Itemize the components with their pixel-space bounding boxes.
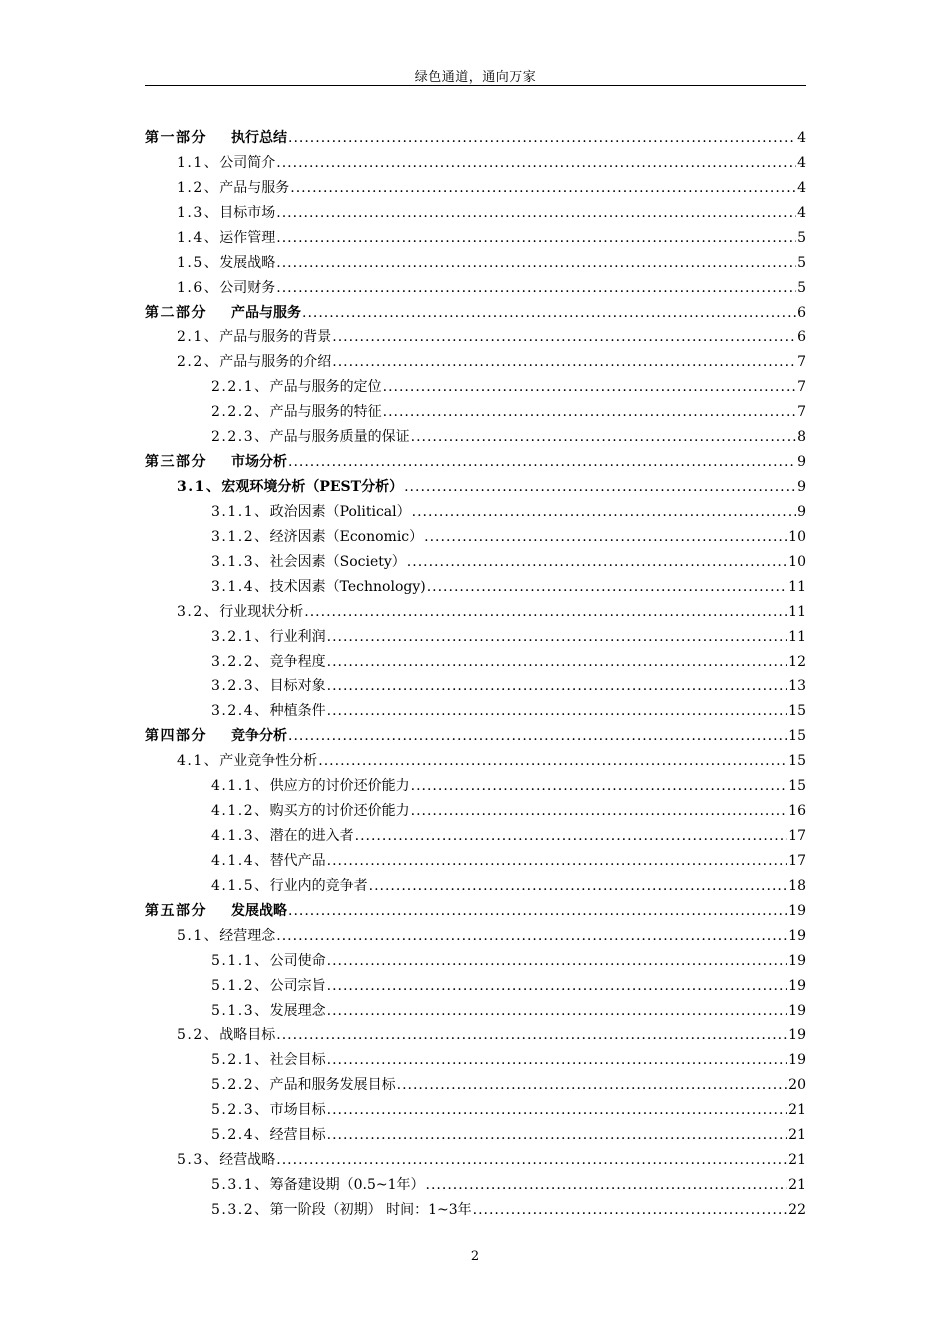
toc-entry-label [211, 876, 368, 896]
toc-entry[interactable] [211, 701, 806, 721]
toc-entry[interactable] [211, 1050, 806, 1070]
toc-entry-number: 3.1.1、 [211, 504, 270, 520]
toc-entry-number: 1.6、 [177, 280, 220, 296]
toc-entry[interactable] [211, 801, 806, 821]
toc-entry-page: 11 [788, 604, 806, 620]
toc-entry-label [177, 278, 275, 298]
toc-entry-title: 战略目标 [219, 1027, 276, 1043]
toc-entry-title: 潜在的进入者 [269, 828, 354, 844]
toc-entry[interactable] [211, 776, 806, 796]
toc-entry-label [211, 1200, 472, 1220]
toc-entry-page: 4 [797, 205, 806, 221]
toc-entry-leader-dots [276, 203, 796, 223]
toc-entry-label [177, 352, 331, 372]
toc-entry-page: 11 [788, 579, 806, 595]
toc-entry-title: 产品与服务的背景 [219, 329, 332, 345]
toc-entry[interactable] [211, 876, 806, 896]
toc-entry-title: 市场分析 [231, 454, 287, 470]
toc-entry-label [145, 901, 287, 921]
toc-entry-page: 5 [797, 255, 806, 271]
toc-entry-page: 15 [788, 778, 806, 794]
toc-entry-page: 12 [788, 654, 806, 670]
toc-entry-page: 19 [788, 1003, 806, 1019]
toc-entry-title: 经营战略 [219, 1152, 276, 1168]
toc-entry-page: 7 [797, 379, 806, 395]
toc-entry-leader-dots [318, 751, 787, 771]
toc-entry-title: 产品与服务的定位 [269, 379, 382, 395]
toc-entry-number: 2.1、 [177, 329, 220, 345]
toc-entry-title: 社会目标 [269, 1052, 326, 1068]
toc-entry-page: 17 [788, 828, 806, 844]
page-header-title: 绿色通道，通向万家 [414, 70, 537, 85]
toc-entry-label [211, 652, 326, 672]
toc-entry-label [177, 327, 331, 347]
toc-entry-number: 5.2.3、 [211, 1102, 270, 1118]
toc-entry-label [177, 1150, 275, 1170]
toc-entry-label [211, 1100, 326, 1120]
toc-entry-leader-dots [290, 178, 796, 198]
toc-entry-title: 购买方的讨价还价能力 [269, 803, 410, 819]
toc-entry-page: 19 [788, 903, 806, 919]
toc-entry-label [211, 1175, 425, 1195]
toc-entry-page: 21 [788, 1127, 806, 1143]
toc-entry-title: 第一阶段（初期） 时间：1~3年 [269, 1202, 472, 1218]
toc-entry-title: 竞争分析 [231, 728, 287, 744]
toc-entry-label [177, 153, 275, 173]
toc-entry-title: 替代产品 [269, 853, 326, 869]
toc-entry-label [177, 477, 403, 497]
toc-entry-leader-dots [397, 1075, 788, 1095]
page-number: 2 [470, 1249, 480, 1264]
toc-entry[interactable] [211, 377, 806, 397]
toc-entry-leader-dots [288, 726, 787, 746]
toc-entry[interactable] [145, 128, 806, 148]
toc-entry-leader-dots [327, 1001, 788, 1021]
toc-entry[interactable] [145, 726, 806, 746]
toc-entry-label [211, 402, 382, 422]
toc-entry-title: 公司财务 [219, 280, 276, 296]
toc-entry[interactable] [177, 278, 806, 298]
toc-entry-title: 产品与服务质量的保证 [269, 429, 410, 445]
toc-entry-title: 经营目标 [269, 1127, 326, 1143]
toc-entry-number: 1.4、 [177, 230, 220, 246]
toc-entry-title: 运作管理 [219, 230, 276, 246]
toc-entry-leader-dots [304, 602, 787, 622]
toc-entry-leader-dots [355, 826, 788, 846]
toc-entry[interactable] [211, 427, 806, 447]
toc-entry-label [211, 801, 410, 821]
toc-entry-title: 产品和服务发展目标 [269, 1077, 396, 1093]
toc-entry-leader-dots [288, 452, 796, 472]
toc-entry-leader-dots [411, 776, 788, 796]
toc-entry-page: 15 [788, 753, 806, 769]
toc-entry-label [177, 228, 275, 248]
toc-entry[interactable] [211, 1175, 806, 1195]
toc-entry[interactable] [177, 228, 806, 248]
toc-entry-title: 公司宗旨 [269, 978, 326, 994]
toc-entry-page: 15 [788, 728, 806, 744]
toc-entry-leader-dots [327, 676, 788, 696]
toc-entry-label [211, 701, 326, 721]
toc-entry[interactable] [145, 452, 806, 472]
toc-entry-label [177, 1025, 275, 1045]
toc-entry[interactable] [211, 1200, 806, 1220]
toc-entry-label [211, 676, 326, 696]
toc-entry-label [211, 552, 406, 572]
toc-entry-number: 5.3、 [177, 1152, 220, 1168]
toc-entry-page: 19 [788, 978, 806, 994]
toc-entry-number: 5.3.2、 [211, 1202, 270, 1218]
toc-entry-title: 发展理念 [269, 1003, 326, 1019]
toc-entry[interactable] [177, 327, 806, 347]
toc-entry-leader-dots [426, 1175, 788, 1195]
toc-entry-title: 种植条件 [269, 703, 326, 719]
toc-entry[interactable] [211, 676, 806, 696]
toc-entry-page: 13 [788, 678, 806, 694]
toc-entry-leader-dots [276, 1025, 787, 1045]
toc-entry-page: 6 [797, 305, 806, 321]
toc-entry-number: 4.1.4、 [211, 853, 270, 869]
toc-entry[interactable] [145, 901, 806, 921]
toc-entry-label [211, 427, 410, 447]
toc-entry-leader-dots [424, 527, 787, 547]
toc-entry-number: 5.1、 [177, 928, 220, 944]
toc-entry-label [177, 178, 289, 198]
toc-entry-label [211, 976, 326, 996]
toc-entry-leader-dots [412, 502, 796, 522]
toc-entry[interactable] [211, 951, 806, 971]
toc-entry-number: 第三部分 [145, 454, 207, 470]
toc-entry[interactable] [177, 1150, 806, 1170]
toc-entry-title: 行业利润 [269, 629, 326, 645]
toc-entry-label [211, 502, 411, 522]
toc-entry-label [145, 726, 287, 746]
toc-entry-number: 3.1.4、 [211, 579, 270, 595]
toc-entry-number: 第二部分 [145, 305, 207, 321]
toc-entry-number: 1.1、 [177, 155, 220, 171]
toc-entry[interactable] [177, 926, 806, 946]
toc-entry-leader-dots [407, 552, 787, 572]
toc-entry-title: 经济因素（Economic） [269, 529, 424, 545]
toc-entry-leader-dots [369, 876, 788, 896]
toc-entry-title: 行业现状分析 [219, 604, 304, 620]
toc-entry-number: 2.2.2、 [211, 404, 270, 420]
toc-entry-number: 3.2.1、 [211, 629, 270, 645]
toc-entry[interactable] [177, 253, 806, 273]
toc-entry[interactable] [211, 851, 806, 871]
toc-entry-page: 4 [797, 180, 806, 196]
toc-entry-number: 3.2.4、 [211, 703, 270, 719]
toc-entry-label [177, 602, 303, 622]
toc-entry-number: 2.2.3、 [211, 429, 270, 445]
toc-entry-number: 5.1.1、 [211, 953, 270, 969]
header-rule [145, 85, 806, 86]
toc-entry-title: 产品与服务的介绍 [219, 354, 332, 370]
toc-entry[interactable] [211, 402, 806, 422]
toc-entry[interactable] [211, 527, 806, 547]
toc-entry-title: 经营理念 [219, 928, 276, 944]
toc-entry-page: 22 [788, 1202, 806, 1218]
toc-entry-number: 5.2.4、 [211, 1127, 270, 1143]
toc-entry-title: 公司简介 [219, 155, 276, 171]
toc-entry-page: 19 [788, 953, 806, 969]
toc-entry[interactable] [211, 826, 806, 846]
toc-entry-leader-dots [276, 278, 796, 298]
toc-entry-page: 6 [797, 329, 806, 345]
toc-entry-leader-dots [288, 901, 787, 921]
toc-entry-leader-dots [288, 128, 796, 148]
toc-entry-title: 产品与服务 [219, 180, 290, 196]
toc-entry-page: 7 [797, 354, 806, 370]
toc-entry-leader-dots [327, 976, 788, 996]
toc-entry-page: 4 [797, 130, 806, 146]
toc-entry-number: 5.1.2、 [211, 978, 270, 994]
toc-entry-page: 18 [788, 878, 806, 894]
toc-entry-leader-dots [327, 701, 788, 721]
toc-entry-leader-dots [383, 402, 796, 422]
toc-entry[interactable] [177, 352, 806, 372]
toc-entry-page: 19 [788, 928, 806, 944]
toc-entry-leader-dots [332, 327, 796, 347]
toc-entry[interactable] [177, 602, 806, 622]
toc-entry-title: 发展战略 [219, 255, 276, 271]
toc-entry-page: 15 [788, 703, 806, 719]
toc-entry[interactable] [211, 1100, 806, 1120]
toc-entry-leader-dots [276, 228, 796, 248]
toc-entry-leader-dots [332, 352, 796, 372]
toc-entry-title: 产业竞争性分析 [219, 753, 318, 769]
toc-entry-number: 第一部分 [145, 130, 207, 146]
toc-entry-number: 3.2.3、 [211, 678, 270, 694]
toc-entry-number: 3.1.3、 [211, 554, 270, 570]
toc-entry-number: 3.1.2、 [211, 529, 270, 545]
toc-entry-leader-dots [327, 951, 788, 971]
toc-entry-label [145, 303, 301, 323]
toc-entry-title: 产品与服务 [231, 305, 301, 321]
toc-entry-label [211, 851, 326, 871]
toc-entry[interactable] [177, 203, 806, 223]
toc-entry-page: 10 [788, 529, 806, 545]
toc-entry-number: 4.1.5、 [211, 878, 270, 894]
toc-entry[interactable] [211, 502, 806, 522]
toc-entry-label [211, 1050, 326, 1070]
toc-entry-title: 政治因素（Political） [269, 504, 411, 520]
toc-entry-number: 4.1.1、 [211, 778, 270, 794]
toc-entry-title: 筹备建设期（0.5~1年） [269, 1177, 425, 1193]
toc-entry-number: 5.3.1、 [211, 1177, 270, 1193]
toc-entry-label [177, 926, 275, 946]
toc-entry-title: 市场目标 [269, 1102, 326, 1118]
toc-entry-title: 目标市场 [219, 205, 276, 221]
toc-entry-leader-dots [276, 1150, 787, 1170]
toc-entry-page: 5 [797, 280, 806, 296]
toc-entry-leader-dots [427, 577, 787, 597]
toc-entry-page: 21 [788, 1102, 806, 1118]
toc-entry-page: 19 [788, 1052, 806, 1068]
toc-entry-label [211, 1001, 326, 1021]
toc-entry[interactable] [145, 303, 806, 323]
toc-entry-number: 4.1.3、 [211, 828, 270, 844]
toc-entry-title: 执行总结 [231, 130, 287, 146]
toc-entry[interactable] [177, 1025, 806, 1045]
toc-entry-page: 19 [788, 1027, 806, 1043]
toc-entry-number: 1.2、 [177, 180, 220, 196]
toc-entry[interactable] [177, 751, 806, 771]
toc-entry[interactable] [211, 1125, 806, 1145]
toc-entry-number: 第五部分 [145, 903, 207, 919]
toc-entry-title: 社会因素（Society） [269, 554, 406, 570]
toc-entry-label [211, 1075, 396, 1095]
toc-entry-title: 技术因素（Technology) [269, 579, 426, 595]
toc-entry-number: 5.2、 [177, 1027, 220, 1043]
toc-entry-page: 4 [797, 155, 806, 171]
toc-entry-page: 9 [797, 504, 806, 520]
toc-entry-leader-dots [276, 926, 787, 946]
toc-entry-number: 5.2.2、 [211, 1077, 270, 1093]
toc-entry-number: 5.1.3、 [211, 1003, 270, 1019]
toc-entry-number: 4.1.2、 [211, 803, 270, 819]
toc-entry[interactable] [211, 627, 806, 647]
toc-entry-leader-dots [276, 253, 796, 273]
toc-entry-leader-dots [411, 801, 788, 821]
toc-entry-number: 2.2.1、 [211, 379, 270, 395]
toc-entry-number: 2.2、 [177, 354, 220, 370]
toc-entry-leader-dots [411, 427, 796, 447]
toc-entry-label [211, 627, 326, 647]
toc-entry-leader-dots [404, 477, 796, 497]
toc-entry-label [211, 527, 423, 547]
toc-entry-number: 3.1、 [177, 479, 222, 495]
toc-entry-title: 供应方的讨价还价能力 [269, 778, 410, 794]
toc-entry-label [145, 128, 287, 148]
toc-entry-page: 20 [788, 1077, 806, 1093]
toc-entry[interactable] [211, 1001, 806, 1021]
toc-entry-page: 17 [788, 853, 806, 869]
toc-entry-label [177, 751, 317, 771]
toc-entry-title: 产品与服务的特征 [269, 404, 382, 420]
toc-entry-page: 21 [788, 1152, 806, 1168]
toc-entry-page: 10 [788, 554, 806, 570]
toc-entry-leader-dots [383, 377, 796, 397]
toc-entry-title: 宏观环境分析（PEST分析） [221, 479, 404, 495]
toc-entry[interactable] [211, 1075, 806, 1095]
toc-entry[interactable] [211, 577, 806, 597]
toc-entry[interactable] [211, 976, 806, 996]
toc-entry[interactable] [177, 477, 806, 497]
toc-entry-number: 4.1、 [177, 753, 220, 769]
toc-entry-number: 第四部分 [145, 728, 207, 744]
toc-entry-leader-dots [276, 153, 796, 173]
toc-entry-number: 1.3、 [177, 205, 220, 221]
toc-entry-title: 公司使命 [269, 953, 326, 969]
toc-entry-page: 7 [797, 404, 806, 420]
toc-entry-title: 行业内的竞争者 [269, 878, 368, 894]
toc-entry[interactable] [177, 178, 806, 198]
toc-entry-page: 9 [797, 479, 806, 495]
toc-entry-number: 5.2.1、 [211, 1052, 270, 1068]
toc-entry-leader-dots [302, 303, 796, 323]
toc-entry-label [177, 203, 275, 223]
toc-entry-label [211, 776, 410, 796]
toc-entry-page: 16 [788, 803, 806, 819]
toc-entry-page: 21 [788, 1177, 806, 1193]
toc-entry-label [211, 826, 354, 846]
toc-entry-page: 11 [788, 629, 806, 645]
toc-entry-page: 8 [797, 429, 806, 445]
toc-entry-label [177, 253, 275, 273]
toc-entry-number: 3.2.2、 [211, 654, 270, 670]
toc-entry[interactable] [211, 552, 806, 572]
toc-entry-label [211, 951, 326, 971]
toc-entry-leader-dots [327, 1100, 788, 1120]
toc-entry-title: 发展战略 [231, 903, 287, 919]
toc-entry-title: 目标对象 [269, 678, 326, 694]
toc-entry[interactable] [177, 153, 806, 173]
toc-entry-page: 9 [797, 454, 806, 470]
toc-entry-leader-dots [327, 851, 788, 871]
toc-entry-label [145, 452, 287, 472]
toc-entry-title: 竞争程度 [269, 654, 326, 670]
toc-entry-label [211, 377, 382, 397]
toc-entry-label [211, 577, 426, 597]
toc-entry-leader-dots [473, 1200, 788, 1220]
toc-entry-label [211, 1125, 326, 1145]
toc-entry-leader-dots [327, 627, 788, 647]
toc-entry-page: 5 [797, 230, 806, 246]
toc-entry-leader-dots [327, 1125, 788, 1145]
toc-entry-number: 1.5、 [177, 255, 220, 271]
toc-entry[interactable] [211, 652, 806, 672]
toc-entry-number: 3.2、 [177, 604, 220, 620]
toc-entry-leader-dots [327, 1050, 788, 1070]
toc-entry-leader-dots [327, 652, 788, 672]
